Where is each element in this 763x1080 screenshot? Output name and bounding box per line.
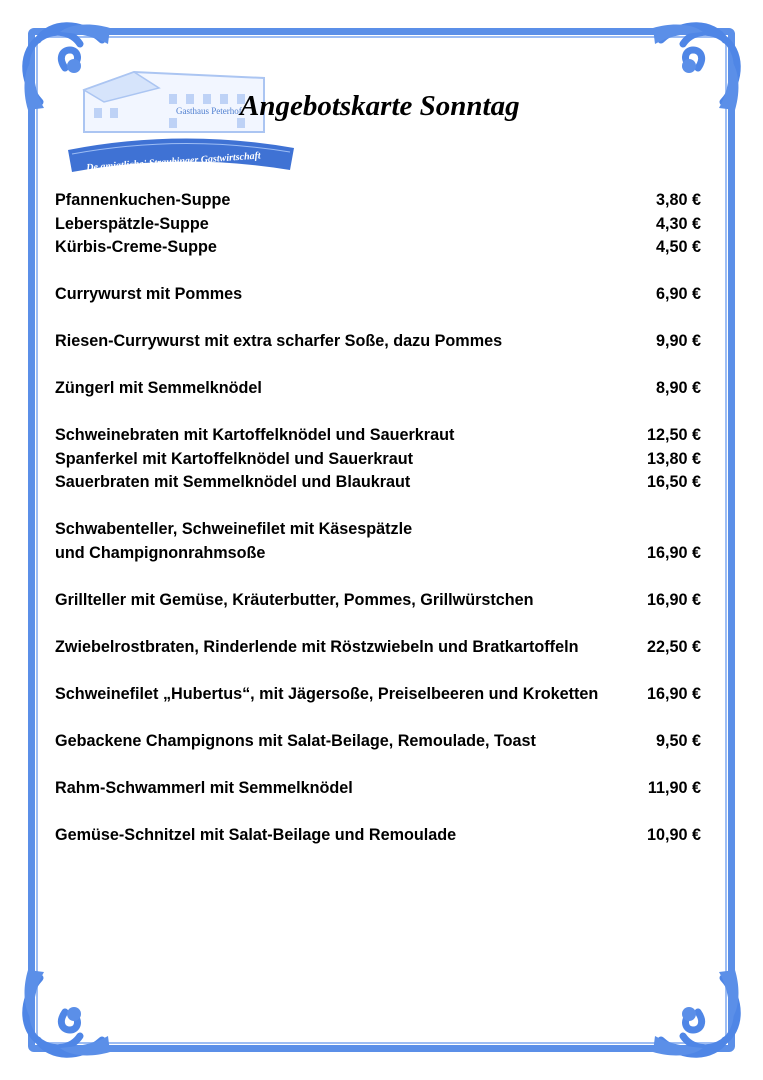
item-name: Leberspätzle-Suppe — [55, 214, 209, 233]
menu-item — [55, 471, 701, 495]
menu-item — [55, 824, 701, 848]
menu-item — [55, 518, 701, 542]
corner-ornament-icon — [635, 10, 753, 128]
menu-item — [55, 777, 701, 801]
item-name: Zwiebelrostbraten, Rinderlende mit Röstzwiebeln und Bratkartoffeln — [55, 637, 579, 656]
menu-item — [55, 636, 701, 660]
menu-item — [55, 424, 701, 448]
menu-item — [55, 189, 701, 213]
menu-item — [55, 236, 701, 260]
menu-item — [55, 683, 701, 707]
item-price: 8,90 € — [655, 379, 701, 397]
item-name: Rahm-Schwammerl mit Semmelknödel — [55, 778, 353, 797]
item-name: Gebackene Champignons mit Salat-Beilage, Remoulade, Toast — [55, 731, 536, 750]
item-name: Sauerbraten mit Semmelknödel und Blaukraut — [55, 473, 411, 491]
item-name-line2: und Champignonrahmsoße — [55, 543, 266, 562]
item-price: 9,50 € — [655, 731, 701, 750]
item-name: Kürbis-Creme-Suppe — [55, 238, 217, 256]
corner-ornament-icon — [635, 952, 753, 1070]
item-price: 4,50 € — [655, 238, 701, 256]
logo-house-sign: Gasthaus Peterhof — [176, 106, 242, 116]
item-name: Gemüse-Schnitzel mit Salat-Beilage und Remoulade — [55, 825, 457, 844]
menu-item — [55, 448, 701, 472]
item-name: Schweinebraten mit Kartoffelknödel und Sauerkraut — [55, 426, 455, 444]
item-name: Currywurst mit Pommes — [55, 285, 243, 303]
item-price: 16,90 € — [646, 543, 701, 562]
menu-item — [55, 589, 701, 613]
logo-banner-text: De gmiatliche' Straubinger Gastwirtschaft — [85, 150, 262, 174]
item-price: 6,90 € — [655, 285, 701, 303]
item-name: Züngerl mit Semmelknödel — [55, 379, 262, 397]
item-price: 16,90 € — [646, 590, 701, 609]
item-price: 11,90 € — [647, 778, 701, 797]
page-title: Angebotskarte Sonntag — [240, 90, 520, 122]
item-name: Schweinefilet „Hubertus“, mit Jägersoße, Preiselbeeren und Kroketten — [55, 684, 599, 703]
corner-ornament-icon — [10, 952, 128, 1070]
menu-item — [55, 377, 701, 401]
menu-item — [55, 330, 701, 354]
menu-item — [55, 283, 701, 307]
item-price: 4,30 € — [655, 214, 701, 233]
item-name-line1: Schwabenteller, Schweinefilet mit Käsespätzle — [55, 520, 413, 538]
item-name: Pfannenkuchen-Suppe — [55, 191, 231, 209]
item-price: 10,90 € — [646, 825, 701, 844]
item-price: 22,50 € — [646, 637, 701, 656]
item-price: 16,50 € — [646, 473, 701, 491]
item-price: 16,90 € — [646, 684, 701, 703]
item-price: 13,80 € — [646, 449, 701, 468]
item-name: Grillteller mit Gemüse, Kräuterbutter, Pommes, Grillwürstchen — [55, 590, 534, 609]
menu-item — [55, 730, 701, 754]
menu-item — [55, 542, 701, 566]
item-price: 9,90 € — [655, 332, 701, 350]
item-price: 3,80 € — [655, 191, 701, 209]
item-name: Riesen-Currywurst mit extra scharfer Soße, dazu Pommes — [55, 332, 503, 350]
menu-list — [55, 189, 701, 847]
item-price: 12,50 € — [646, 426, 701, 444]
item-name: Spanferkel mit Kartoffelknödel und Sauerkraut — [55, 449, 413, 468]
menu-item — [55, 213, 701, 237]
